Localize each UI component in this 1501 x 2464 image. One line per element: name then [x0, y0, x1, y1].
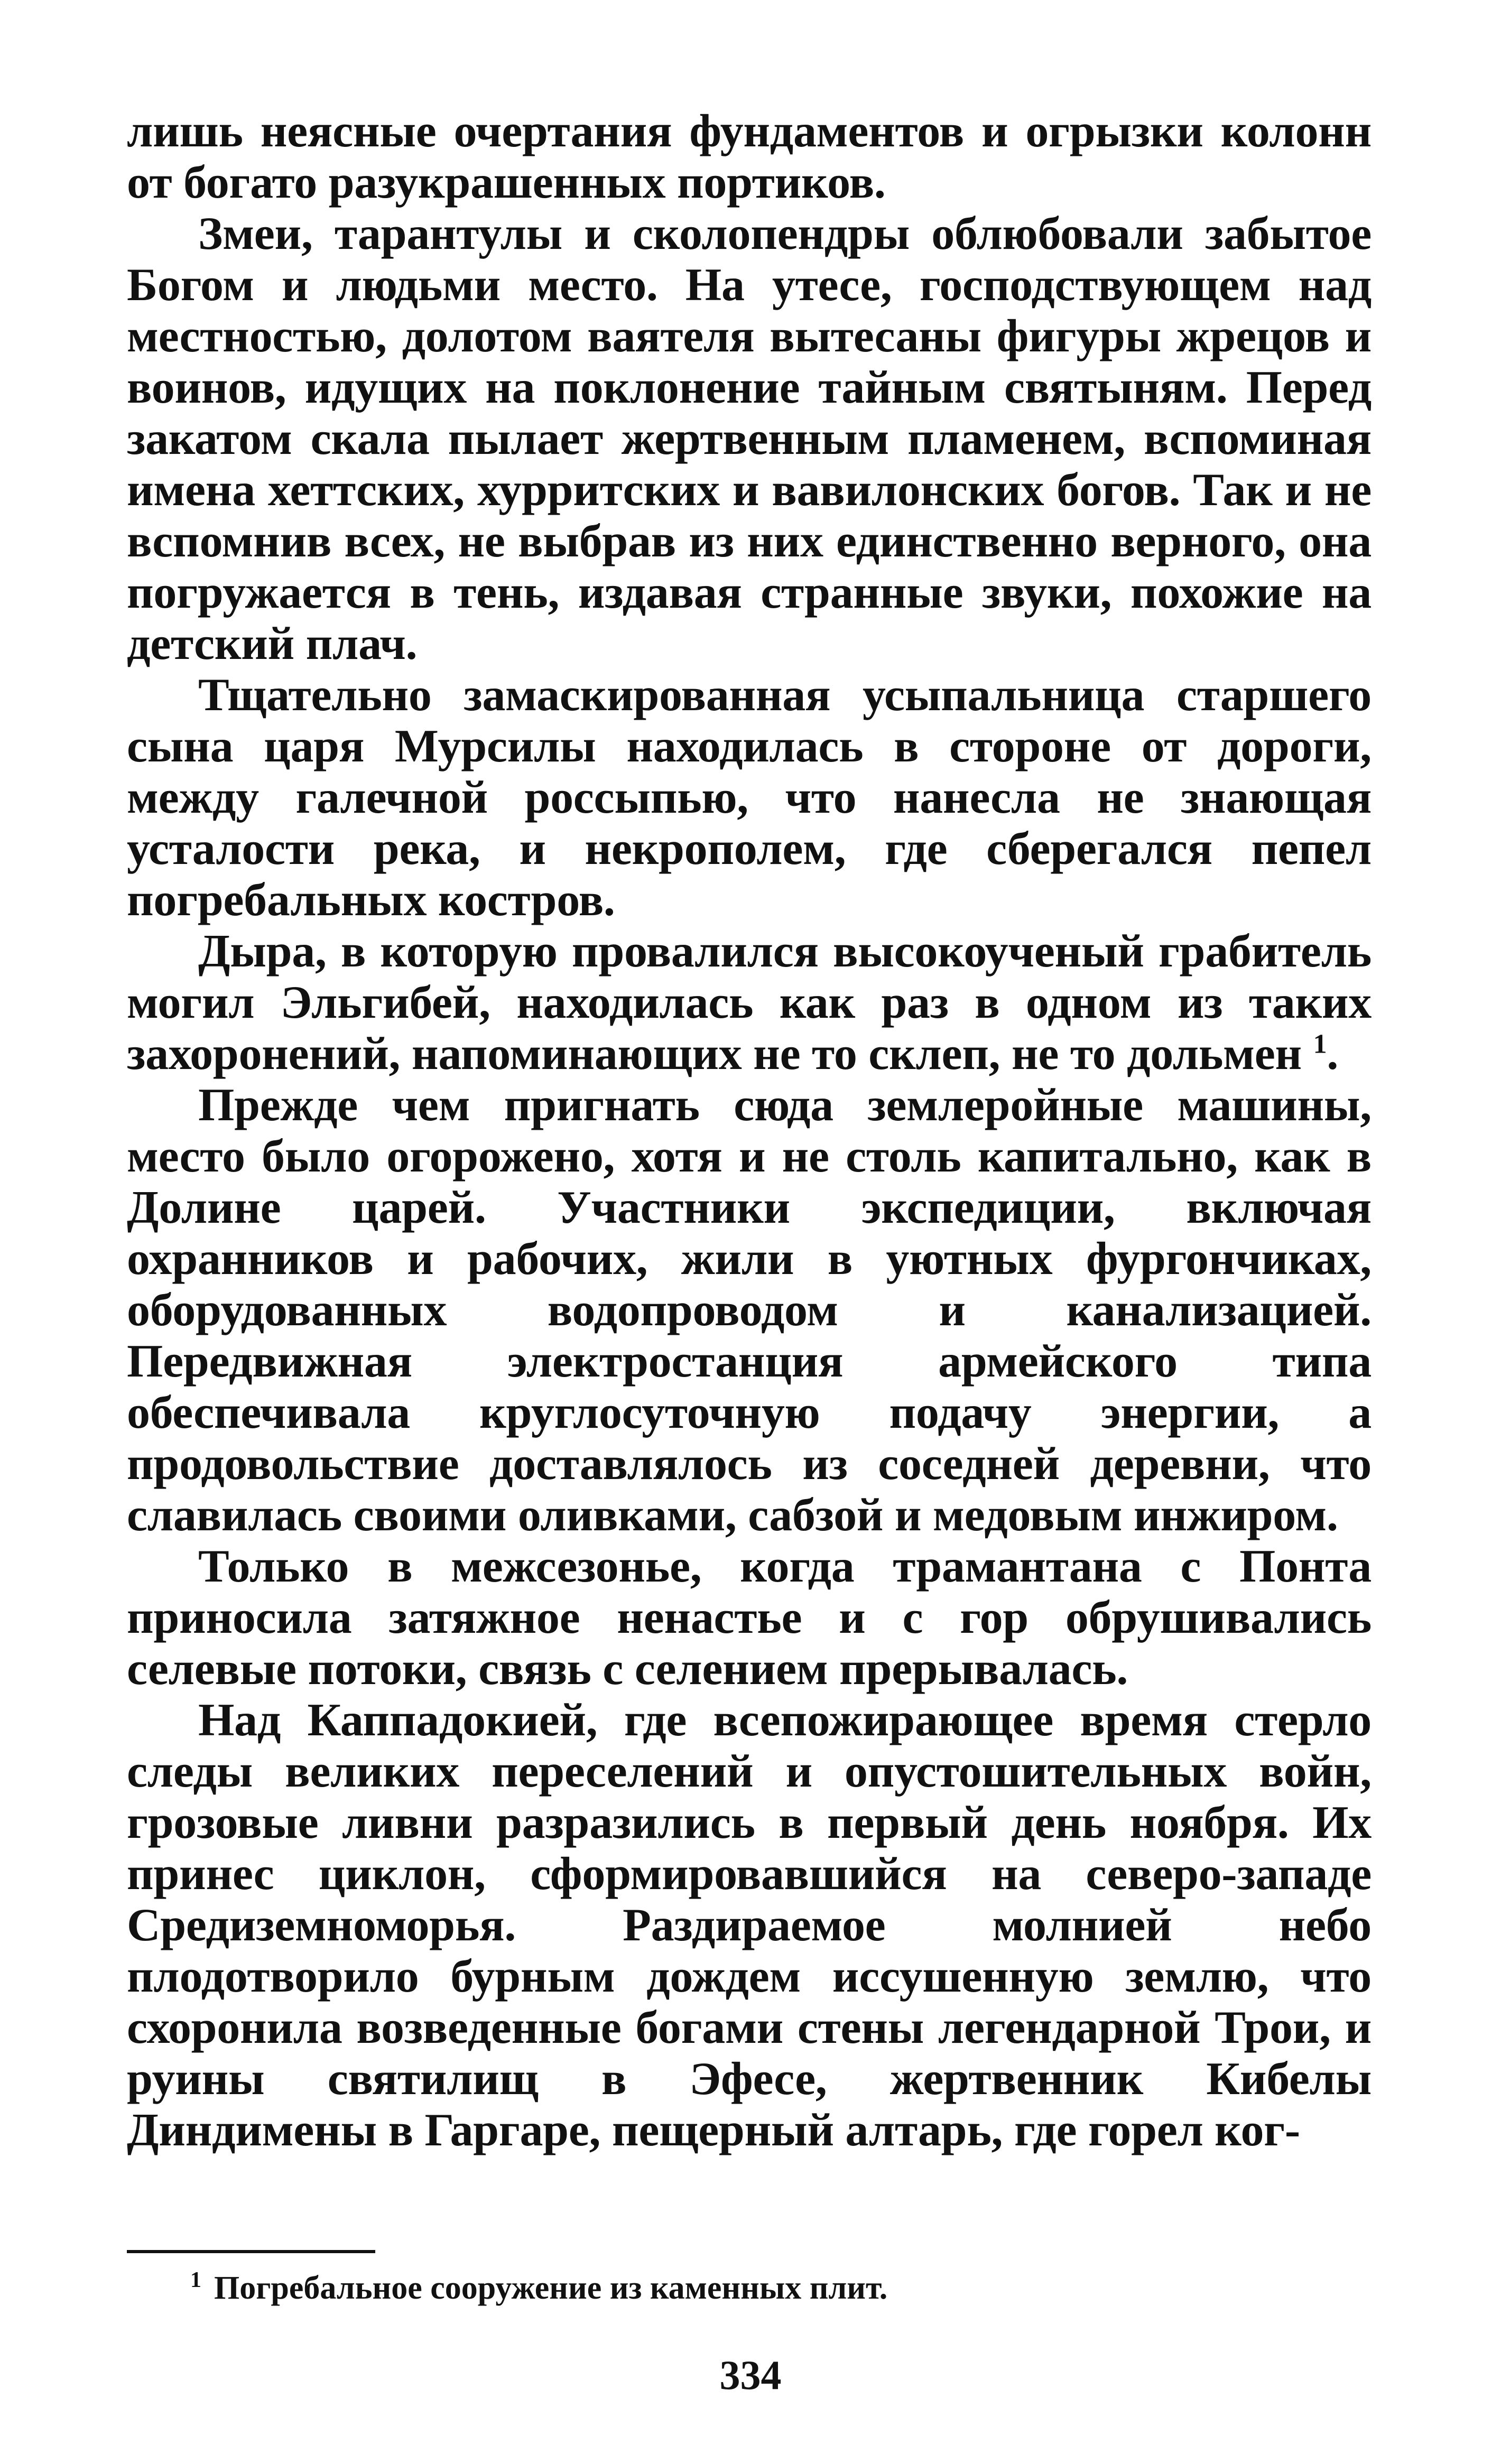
paragraph-6: Только в межсезонье, когда трамантана с Понта приносила затяжное ненастье и с гор обрушивались селевые потоки, связь с селением прерывалась. [127, 1541, 1372, 1695]
footnote-divider [127, 2250, 375, 2253]
paragraph-7: Над Каппадокией, где всепожирающее время стерло следы великих переселений и опустошительных войн, грозовые ливни разразились в первый день ноября. Их принес циклон, сформировавшийся на северо-западе Средиземноморья. Раздираемое молнией небо плодотворило бурным дождем иссушенную землю, что схоронила возведенные богами стены легендарной Трои, и руины святилищ в Эфесе, жертвенник Кибелы Диндимены в Гаргаре, пещерный алтарь, где горел ког- [127, 1695, 1372, 2156]
paragraph-2: Змеи, тарантулы и сколопендры облюбовали забытое Богом и людьми место. На утесе, господствующем над местностью, долотом ваятеля вытесаны фигуры жрецов и воинов, идущих на поклонение тайным святыням. Перед закатом скала пылает жертвенным пламенем, вспоминая имена хеттских, хурритских и вавилонских богов. Так и не вспомнив всех, не выбрав из них единственно верного, она погружается в тень, издавая странные звуки, похожие на детский плач. [127, 208, 1372, 670]
paragraph-4-text: Дыра, в которую провалился высокоученый грабитель могил Эльгибей, находилась как раз в одном из таких захоронений, напоминающих не то склеп, не то дольмен [127, 926, 1372, 1080]
paragraph-4-end: . [1327, 1028, 1339, 1080]
paragraph-1: лишь неясные очертания фундаментов и огрызки колонн от богато разукрашенных портиков. [127, 106, 1372, 208]
footnote-reference[interactable]: 1 [1313, 1029, 1327, 1059]
footnote [190, 2267, 1372, 2309]
paragraph-4 [127, 926, 1372, 1080]
page-number: 334 [719, 2352, 782, 2398]
footnote-text: Погребальное сооружение из каменных плит. [214, 2270, 888, 2306]
footnote-mark: 1 [190, 2268, 201, 2293]
paragraph-3: Тщательно замаскированная усыпальница старшего сына царя Мурсилы находилась в стороне от дороги, между галечной россыпью, что нанесла не знающая усталости река, и некрополем, где сберегался пепел погребальных костров. [127, 670, 1372, 926]
page-body [127, 106, 1372, 2156]
paragraph-5: Прежде чем пригнать сюда землеройные машины, место было огорожено, хотя и не столь капитально, как в Долине царей. Участники экспедиции, включая охранников и рабочих, жили в уютных фургончиках, оборудованных водопроводом и канализацией. Передвижная электростанция армейского типа обеспечивала круглосуточную подачу энергии, а продовольствие доставлялось из соседней деревни, что славилась своими оливками, сабзой и медовым инжиром. [127, 1080, 1372, 1541]
